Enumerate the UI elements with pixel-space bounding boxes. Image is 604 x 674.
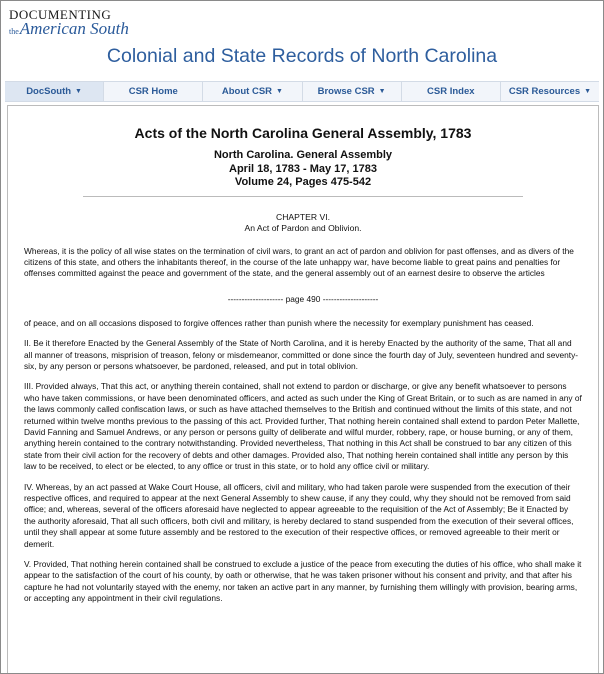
paragraph-section-iii: III. Provided always, That this act, or anything therein contained, shall not extend to pardon or discharge, or give any benefit whatsoever to persons who have taken commissions, or have been denominated officers, and acted as such under the King of Great Britain, or to such as are named in any of the laws commonly called confiscation laws, or such as have attached themselves to the British and continued without the limits of this state, and not returned within twelve months previous to the passing of this act. Provided further, That nothing herein contained shall extend to pardon Peter Mallette, David Fanning and Samuel Andrews, or any person or persons guilty of deliberate and wilful murder, robbery, rape, or house burning, or any of them, anything herein contained to the contrary notwithstanding. Provided nevertheless, That nothing in this Act shall be construed to bar any citizen of this state from their civil action for the recovery of debts and other damages. Provided also, That nothing herein contained shall intitle any person by this law to be received, to elect or be elected, to any office or trust in this state, or to hold any office civil or military.	[24, 381, 582, 472]
page-marker: -------------------- page 490 --------------------	[227, 293, 379, 304]
caret-down-icon: ▼	[378, 88, 386, 95]
document-author: North Carolina. General Assembly	[213, 149, 393, 161]
nav-csr-index[interactable]	[402, 82, 501, 101]
nav-about-csr[interactable]	[203, 82, 302, 101]
nav-csr-index-label: CSR Index	[427, 86, 475, 97]
paragraph-preamble: Whereas, it is the policy of all wise states on the termination of civil wars, to grant an act of pardon and oblivion for past offenses, and as divers of the citizens of this state, and others the inhabitants thereof, in the course of the late unhappy war, have become liable to great pains and penalties for offenses committed against the peace and government of the state, and the general assembly out of an earnest desire to observe the articles	[24, 245, 574, 279]
nav-csr-resources-label: CSR Resources	[508, 86, 581, 97]
caret-down-icon: ▼	[584, 88, 592, 95]
paragraph-section-ii: II. Be it therefore Enacted by the General Assembly of the State of North Carolina, and it is hereby Enacted by the authority of the same, That all and all manner of treasons, misprision of treason, felony or misdemeanor, committed or done since the fourth day of July, seventeen hundred and seventy-six, by any person or persons whatsoever, be pardoned, released, and put in total oblivion.	[24, 338, 579, 371]
paragraph-section-v: V. Provided, That nothing herein contained shall be construed to exclude a justice of the peace from executing the duties of his office, who shall make it appear to the satisfaction of the court of his county, by oath or otherwise, that he was taken prisoner without his consent and privity, and that after his capture he had not voluntarily stayed with the enemy, nor taken an active part in any manner, by furnishing them willingly with provision, bearing arms, or accepting any appointment in their civil regulations.	[24, 559, 582, 604]
logo-line1: DOCUMENTING	[9, 7, 112, 22]
document-title: Acts of the North Carolina General Assembly, 1783	[134, 125, 472, 141]
main-nav	[5, 81, 599, 102]
caret-down-icon: ▼	[75, 88, 82, 95]
documenting-the-american-south-logo[interactable]	[9, 7, 179, 47]
nav-browse-csr[interactable]	[303, 82, 402, 101]
nav-csr-home[interactable]	[104, 82, 203, 101]
site-header	[1, 1, 603, 79]
document-dates: April 18, 1783 - May 17, 1783	[229, 162, 377, 175]
nav-about-csr-label: About CSR	[221, 86, 273, 97]
site-title[interactable]: Colonial and State Records of North Carolina	[106, 45, 498, 67]
paragraph-continuation: of peace, and on all occasions disposed to forgive offences rather than punish where the necessity for exemplary punishment has ceased.	[24, 317, 534, 328]
logo-line2	[9, 19, 129, 39]
chapter-title: An Act of Pardon and Oblivion.	[244, 222, 362, 233]
logo-american-south: American South	[19, 19, 129, 38]
logo-the: the	[9, 27, 19, 36]
nav-docsouth[interactable]	[5, 82, 104, 101]
nav-csr-resources[interactable]	[501, 82, 599, 101]
document-content	[7, 105, 599, 674]
caret-down-icon: ▼	[276, 88, 283, 95]
paragraph-section-iv: IV. Whereas, by an act passed at Wake Court House, all officers, civil and military, who had taken parole were suspended from the execution of their respective offices, and required to appear at the next General Assembly to shew cause, if any they could, why they should not be removed from said office; and, whereas, several of the officers aforesaid have neglected to appear agreeable to the requisition of the Act of Assembly; Be it Enacted by the authority aforesaid, That all such officers, both civil and military, is hereby declared to stand suspended from the execution of their several offices, until they shall appear at some future assembly and be restored to the execution of their respective offices, or removed agreeable to their merit or demerit.	[24, 481, 574, 549]
divider	[83, 196, 523, 197]
nav-docsouth-label: DocSouth	[26, 86, 72, 97]
chapter-heading: CHAPTER VI.	[276, 211, 330, 222]
nav-csr-home-label: CSR Home	[128, 86, 178, 97]
nav-browse-csr-label: Browse CSR	[317, 86, 375, 97]
document-volume: Volume 24, Pages 475-542	[234, 176, 372, 188]
